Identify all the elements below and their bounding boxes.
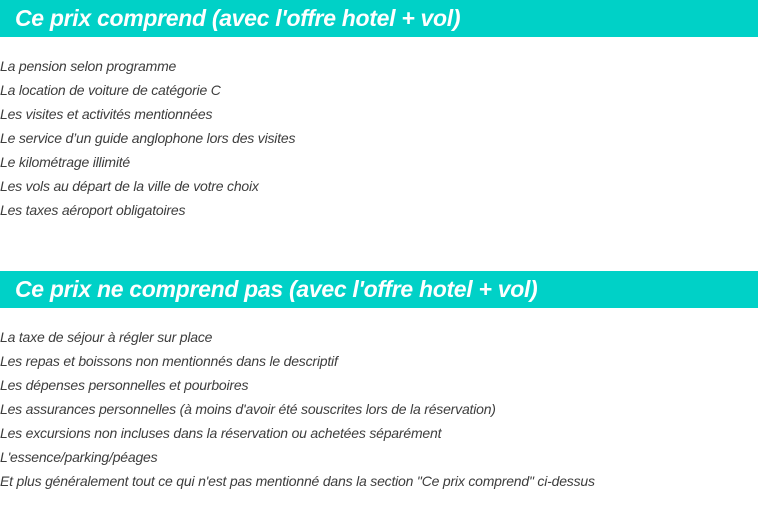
excluded-item: L'essence/parking/péages (0, 449, 158, 465)
included-item: Les taxes aéroport obligatoires (0, 202, 186, 218)
included-item: Les visites et activités mentionnées (0, 106, 213, 122)
included-items-list (0, 54, 295, 222)
included-item: Les vols au départ de la ville de votre choix (0, 178, 259, 194)
included-section-title: Ce prix comprend (avec l'offre hotel + vol) (15, 5, 461, 31)
excluded-item: Les repas et boissons non mentionnés dans le descriptif (0, 353, 338, 369)
included-section-header (0, 0, 758, 37)
excluded-item: Et plus généralement tout ce qui n'est pas mentionné dans la section "Ce prix comprend" ci-dessus (0, 473, 595, 489)
excluded-items-list (0, 325, 595, 493)
included-item: Le kilométrage illimité (0, 154, 131, 170)
included-item: La location de voiture de catégorie C (0, 82, 221, 98)
excluded-item: Les dépenses personnelles et pourboires (0, 377, 249, 393)
excluded-item: Les excursions non incluses dans la réservation ou achetées séparément (0, 425, 442, 441)
excluded-section-title: Ce prix ne comprend pas (avec l'offre hotel + vol) (15, 276, 538, 302)
excluded-item: Les assurances personnelles (à moins d'avoir été souscrites lors de la réservation) (0, 401, 496, 417)
included-item: Le service d’un guide anglophone lors des visites (0, 130, 296, 146)
excluded-section-header (0, 271, 758, 308)
excluded-item: La taxe de séjour à régler sur place (0, 329, 213, 345)
included-item: La pension selon programme (0, 58, 177, 74)
